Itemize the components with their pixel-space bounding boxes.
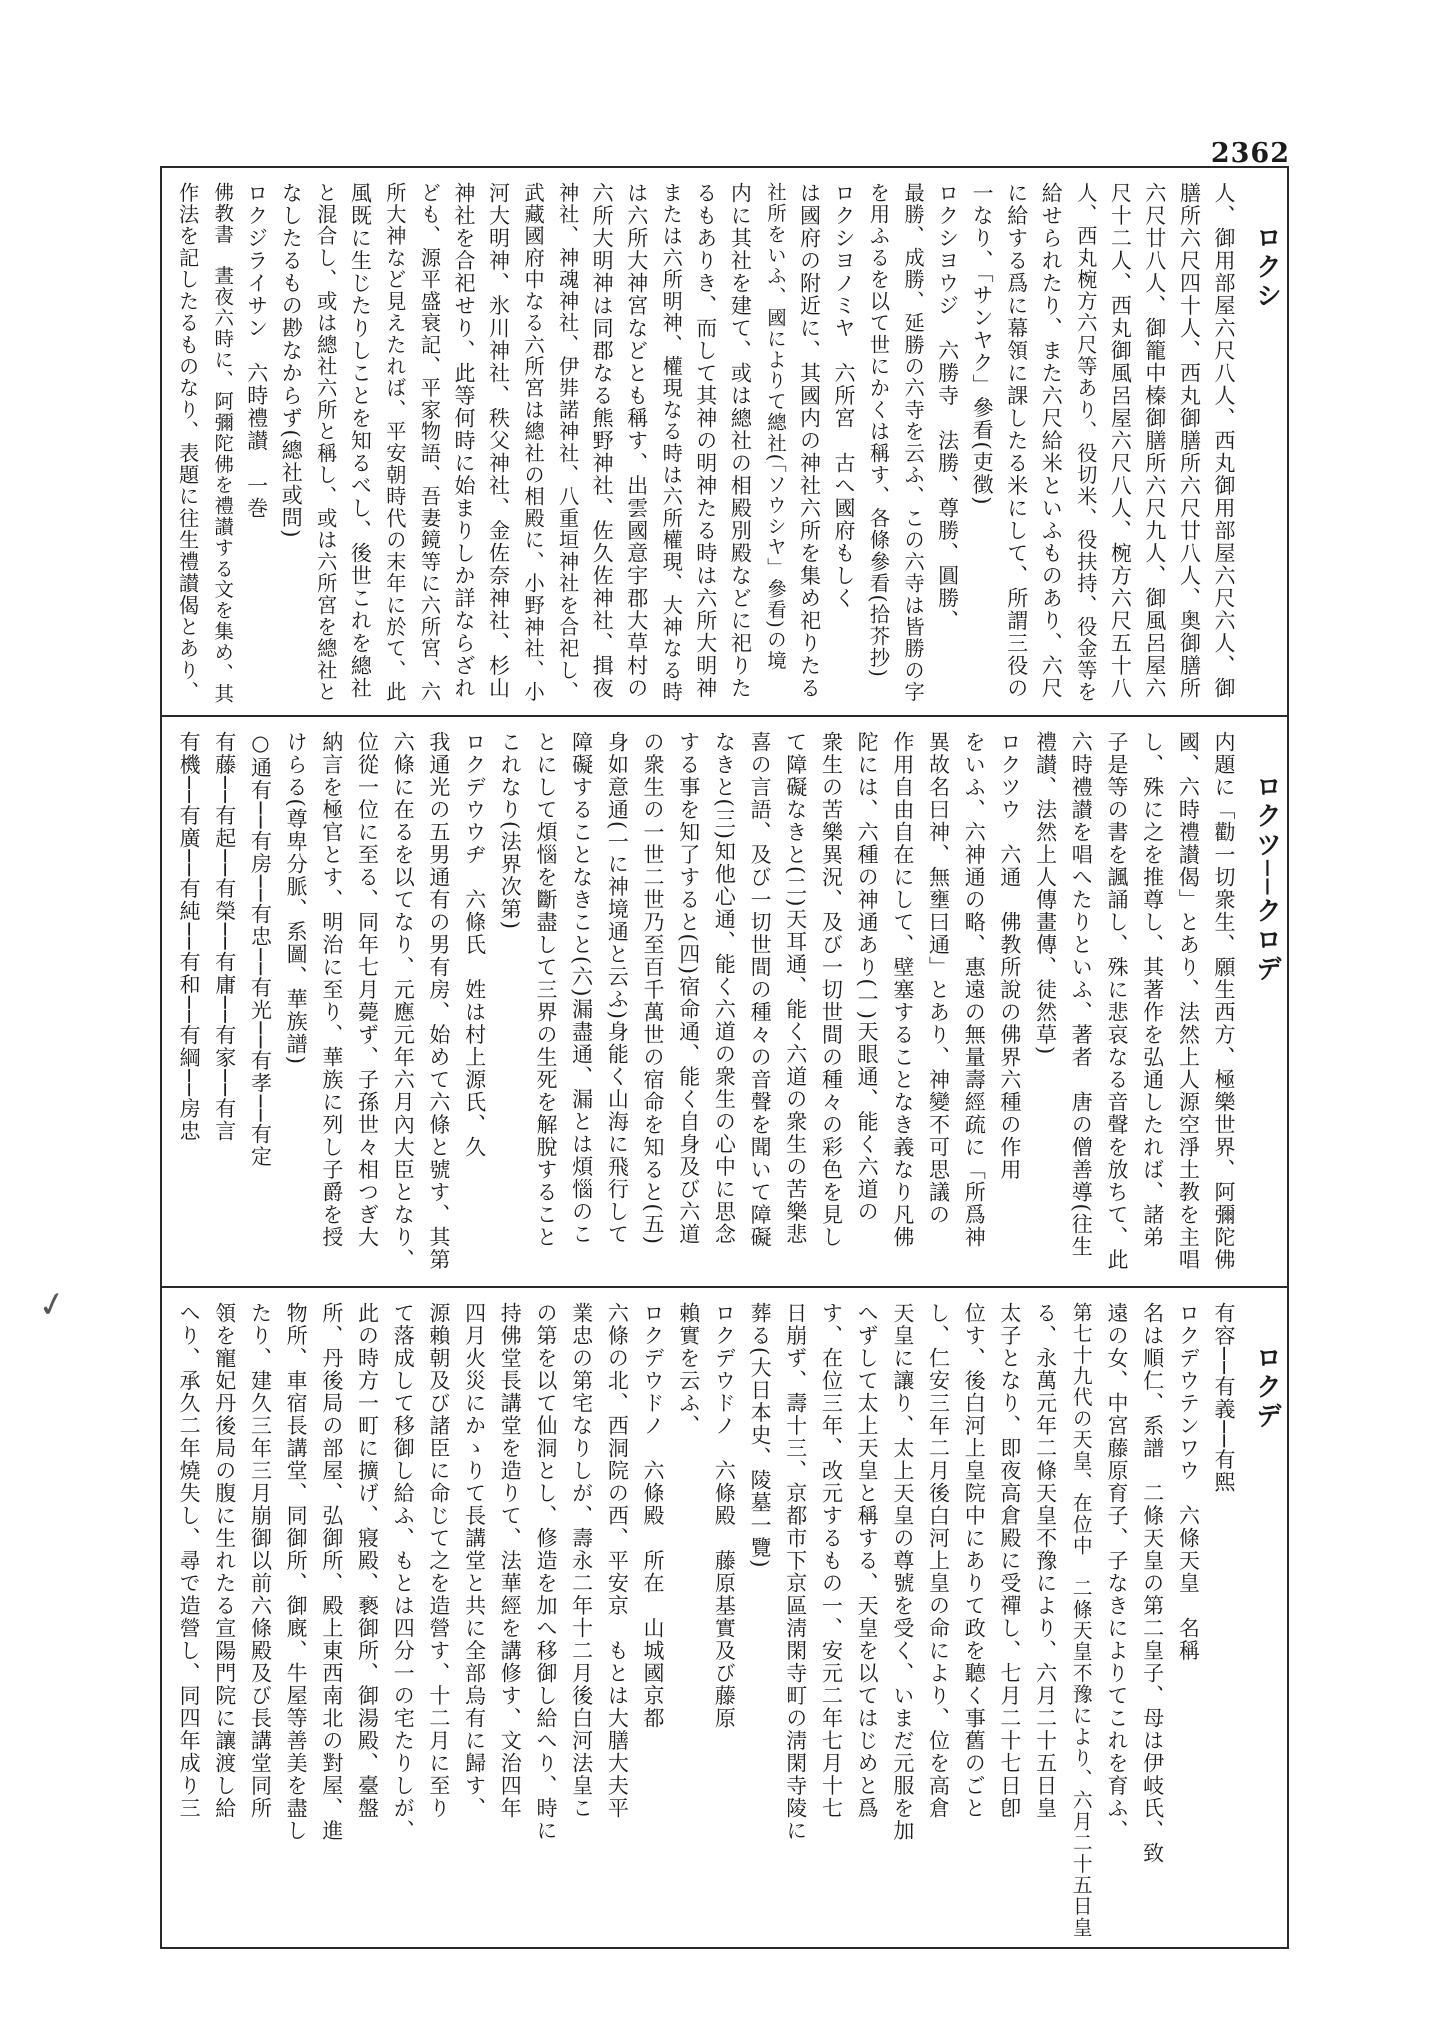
text-column: なきと(三)知他心通、能く六道の衆生の心中に思念	[712, 731, 737, 1246]
band-middle	[162, 717, 1287, 1284]
genealogy-line: 有藤──有起──有榮──有庸──有家──有言	[212, 731, 237, 1143]
text-column: 衆生の苦樂異況、及び一切世間の種々の彩色を見し	[819, 731, 844, 1249]
text-column: 六條に在るを以てなり、元應元年六月內大臣となり、	[391, 731, 416, 1271]
text-column: 人、御用部屋六尺八人、西丸御用部屋六尺六人、御	[1212, 182, 1236, 700]
text-column: 武藏國府中なる六所宮は總社の相殿に、小野神社、小	[521, 182, 546, 704]
band-top	[162, 168, 1287, 713]
text-column: 葬る(大日本史、陵墓一覽)	[748, 1302, 773, 1569]
text-column: て落成して移御し給ふ、もとは四分一の宅たりしが、	[391, 1302, 416, 1842]
text-column: ロクデウドノ 六條殿 藤原基實及び藤原	[712, 1302, 737, 1730]
pencil-check-mark: ✓	[34, 1282, 71, 1328]
text-column: をいふ、六神通の略、惠遠の無量壽經疏に「所爲神	[962, 731, 987, 1249]
running-head-text: ロクデ	[1251, 1344, 1282, 1431]
text-column: し、仁安三年二月後白河上皇の命により、位を高倉	[926, 1302, 951, 1820]
text-column: の第を以て仙洞とし、修造を加へ移御し給へり、時に	[533, 1302, 558, 1842]
text-column: 神社、神魂神社、伊弉諾神社、八重垣神社を合祀し、	[555, 182, 580, 704]
text-column: 身如意通(一に神境通と云ふ)身能く山海に飛行して	[605, 731, 630, 1246]
text-column: と混合し、或は總社六所と稱し、或は六所宮を總社と	[313, 182, 338, 704]
text-column: し、殊に之を推尊し、其著作を弘通したれば、諸弟	[1140, 731, 1165, 1249]
text-column: ロクデウテンワウ 六條天皇 名稱	[1176, 1302, 1201, 1662]
text-column: 一なり、「サンヤク」參看(吏徴)	[970, 182, 995, 506]
text-column: 源賴朝及び諸臣に命じて之を造營す、十二月に至り	[426, 1302, 451, 1820]
text-column: を用ふるを以て世にかくは稱す、各條參看(拾芥抄)	[866, 182, 891, 679]
text-column: 六尺廿八人、御籠中榛御膳所六尺九人、御風呂屋六	[1142, 182, 1167, 700]
text-column: 所大神など見えたれば、平安朝時代の末年に於て、此	[382, 182, 407, 704]
text-column: 給せられたり、また六尺給米といふものあり、六尺	[1039, 182, 1064, 700]
text-column: 名は順仁、系譜 二條天皇の第二皇子、母は伊岐氏、致	[1140, 1302, 1165, 1865]
text-column: は國府の附近に、其國内の神社六所を集め祀りたる	[797, 182, 822, 700]
text-column: たり、建久三年三月崩御以前六條殿及び長講堂同所	[248, 1302, 273, 1820]
band-bottom	[162, 1288, 1287, 1947]
text-column: 賴實を云ふ、	[676, 1302, 701, 1437]
text-column: 禮讃、法然上人傳畫傳、徒然草)	[1033, 731, 1058, 1056]
text-column: 四月火災にかゝりて長講堂と共に全部烏有に歸す、	[462, 1302, 487, 1820]
running-head-top	[1248, 168, 1286, 713]
text-column: 異故名曰神、無壅曰通」とあり、神變不可思議の	[926, 731, 951, 1226]
text-column: の衆生の一世二世乃至百千萬世の宿命を知ると(五)	[641, 731, 665, 1246]
text-columns-middle	[170, 731, 1241, 1276]
text-column: 此の時方一町に擴げ、寢殿、褻御所、御湯殿、臺盤	[355, 1302, 380, 1820]
text-column: ロクシヨウジ 六勝寺 法勝、尊勝、圓勝、	[935, 182, 960, 632]
text-column: 位從一位に至る、同年七月薨ず、子孫世々相つぎ大	[355, 731, 380, 1249]
page-number: 2362	[1210, 138, 1290, 169]
text-column: とにして煩惱を斷盡して三界の生死を解脫すること	[533, 731, 558, 1249]
text-columns-top	[170, 182, 1241, 705]
text-column: す、在位三年、改元するもの一、安元二年七月十七	[819, 1302, 844, 1820]
text-column: 佛教書 晝夜六時に、阿彌陀佛を禮讃する文を集め、其	[211, 182, 235, 705]
genealogy-line: 有機──有廣──有純──有和──有綱──房忠	[177, 731, 202, 1143]
text-column: なしたるもの尠なからず(總社或問)	[279, 182, 304, 539]
genealogy-line: ○通有──有房──有忠──有光──有孝──有定	[248, 731, 273, 1168]
text-column: 天皇に讓り、太上天皇の尊號を受く、いまだ元服を加	[890, 1302, 915, 1842]
text-column: 位す、後白河上皇院中にありて政を聽く事舊のごと	[962, 1302, 987, 1820]
text-column: 納言を極官とす、明治に至り、華族に列し子爵を授	[319, 731, 344, 1249]
genealogy-line: 有容──有義──有熙	[1212, 1302, 1236, 1494]
text-column: けらる(尊卑分脈、系圖、華族譜)	[284, 731, 309, 1066]
text-column: 尺十二人、西丸御風呂屋六尺八人、椀方六尺五十八	[1108, 182, 1133, 700]
text-column: 作法を記したるものなり、表題に往生禮讃偈とあり、	[175, 182, 200, 704]
text-column: 人、西丸椀方六尺等あり、役切米、役扶持、役金等を	[1073, 182, 1098, 704]
text-column: 國、六時禮讃偈」とあり、法然上人源空淨土教を主唱	[1176, 731, 1201, 1271]
text-column: 持佛堂長講堂を造りて、法華經を講修す、文治四年	[498, 1302, 523, 1820]
text-column: 障礙することなきこと(六)漏盡通、漏とは煩惱のこ	[569, 731, 594, 1246]
text-column: 所、丹後局の部屋、弘御所、殿上東西南北の對屋、進	[319, 1302, 344, 1842]
text-column: ロクデウウヂ 六條氏 姓は村上源氏、久	[462, 731, 487, 1159]
text-column: 社所をいふ、國によりて總社(「ソウシヤ」參看)の境	[763, 182, 787, 672]
text-column: 神社を合祀せり、此等何時に始まりしか詳ならざれ	[451, 182, 476, 700]
running-head-text: ロクシ	[1251, 224, 1282, 311]
text-column: へずして太上天皇と稱する、天皇を以てはじめと爲	[855, 1302, 880, 1820]
text-column: 陀には、六種の神通あり(一)天眼通、能く六道の	[855, 731, 880, 1223]
text-column: これなり(法界次第)	[498, 731, 523, 931]
text-column: ロクシヨノミヤ 六所宮 古へ國府もしく	[831, 182, 856, 610]
text-column: または六所明神、權現なる時は六所權現、大神なる時	[659, 182, 684, 704]
text-column: 風既に生じたりしことを知るべし、後世これを總社	[348, 182, 373, 700]
text-column: 喜の言語、及び一切世間の種々の音聲を聞いて障礙	[748, 731, 773, 1249]
text-column: るもありき、而して其神の明神たる時は六所大明神	[693, 182, 718, 700]
text-column: は六所大神宮などとも稱す、出雲國意宇郡大草村の	[624, 182, 649, 700]
running-head-text: ロクツ──クロデ	[1251, 773, 1282, 985]
text-column: 遠の女、中宮藤原育子、子なきによりてこれを育ふ、	[1104, 1302, 1129, 1842]
text-column: 河大明神、氷川神社、秩父神社、金佐奈神社、杉山	[486, 182, 511, 700]
text-column: 最勝、成勝、延勝の六寺を云ふ、この六寺は皆勝の字	[901, 182, 926, 704]
running-head-bottom	[1248, 1288, 1286, 1947]
text-column: 六條の北、西洞院の西、平安京 もとは大膳大夫平	[605, 1302, 630, 1820]
text-column: 六所大明神は同郡なる熊野神社、佐久佐神社、揖夜	[590, 182, 615, 700]
text-column: 業忠の第宅なりしが、壽永二年十二月後白河法皇こ	[569, 1302, 594, 1820]
text-column: 内に其社を建て、或は總社の相殿別殿などに祀りた	[728, 182, 753, 700]
text-column: 領を寵妃丹後局の腹に生れたる宣陽門院に讓渡し給	[212, 1302, 237, 1820]
text-columns-bottom	[170, 1302, 1241, 1939]
text-column: へり、承久二年燒失し、尋で造營し、同四年成り三	[177, 1302, 202, 1820]
text-column: 日崩ず、壽十三、京都市下京區淸閑寺町の淸閑寺陵に	[783, 1302, 808, 1842]
text-column: 内題に「勸一切衆生、願生西方、極樂世界、阿彌陀佛	[1212, 731, 1236, 1271]
text-column: ロクデウドノ 六條殿 所在 山城國京都	[641, 1302, 665, 1730]
text-column: に給する爲に幕領に課したる米にして、所謂三役の	[1004, 182, 1029, 700]
running-head-middle	[1248, 717, 1286, 1284]
text-column: 作用自由自在にして、壁塞することなき義なり凡佛	[890, 731, 915, 1249]
text-column: 膳所六尺四十人、西丸御膳所六尺廿八人、奥御膳所	[1177, 182, 1202, 700]
text-column: ども、源平盛衰記、平家物語、吾妻鏡等に六所宮、六	[417, 182, 442, 704]
text-column: 六時禮讃を唱へたりといふ、著者 唐の僧善導(往生	[1069, 731, 1094, 1259]
text-column: 我通光の五男通有の男有房、始めて六條と號す、其第	[426, 731, 451, 1271]
text-column: ロクツウ 六通 佛教所說の佛界六種の作用	[997, 731, 1022, 1181]
text-column: する事を知了すると(四)宿命通、能く自身及び六道	[676, 731, 701, 1246]
text-column: 物所、車宿長講堂、同御所、御廐、牛屋等善美を盡し	[284, 1302, 309, 1842]
text-column: 太子となり、即夜高倉殿に受禪し、七月二十七日卽	[997, 1302, 1022, 1820]
text-column: 子是等の書を諷誦し、殊に悲哀なる音聲を放ちて、此	[1104, 731, 1129, 1271]
text-column: て障礙なきと(二)天耳通、能く六道の衆生の苦樂悲	[783, 731, 808, 1246]
text-column: ロクジライサン 六時禮讃 一巻	[244, 182, 269, 520]
text-column: 第七十九代の天皇、在位中 二條天皇不豫により、六月二十五日皇	[1069, 1302, 1093, 1939]
text-column: る、永萬元年二條天皇不豫により、六月二十五日皇	[1033, 1302, 1058, 1820]
